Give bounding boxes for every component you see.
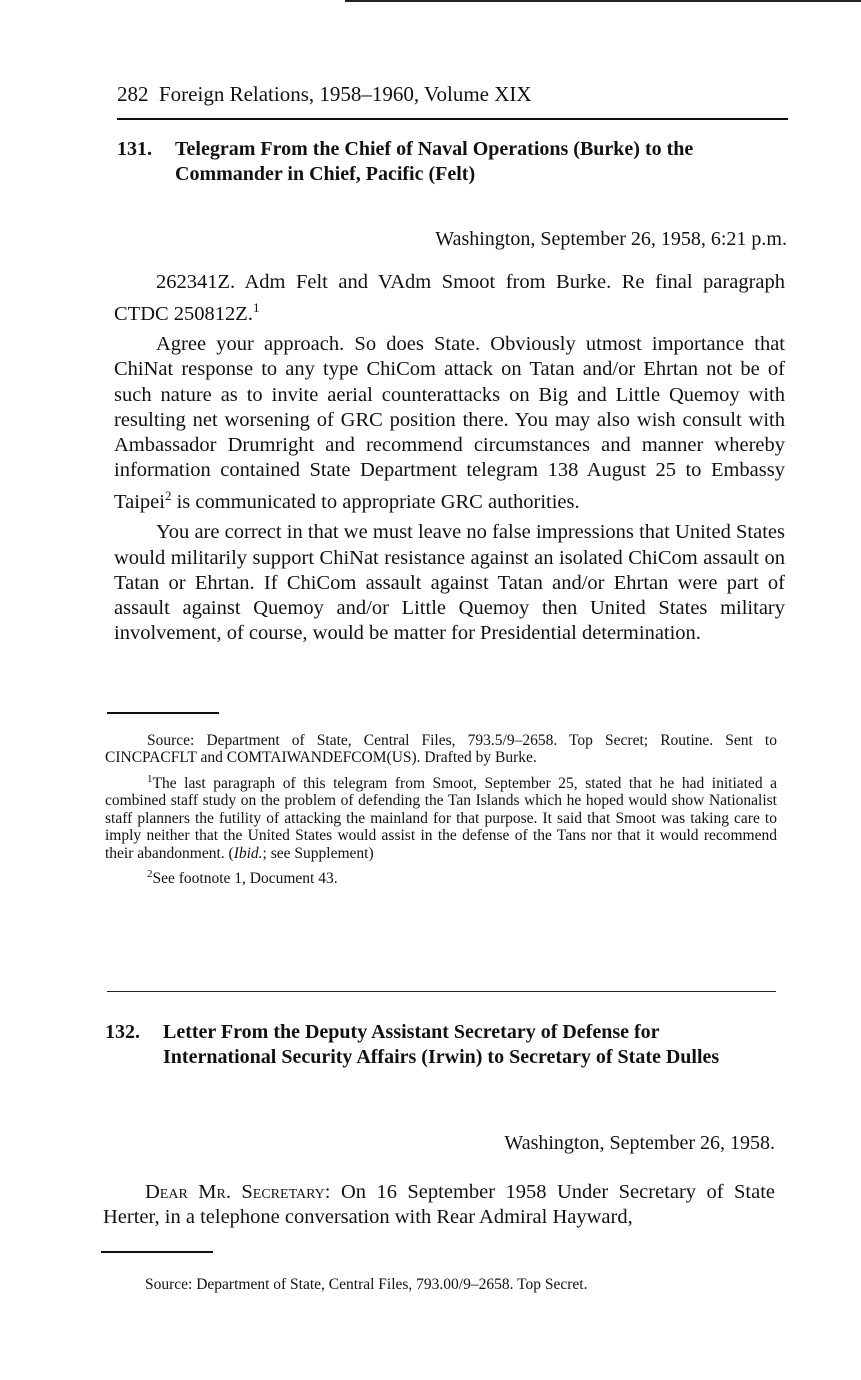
- footnote-ref: 1: [252, 300, 260, 316]
- document-separator: [107, 991, 776, 992]
- page-number: 282: [117, 82, 149, 106]
- document-number: 131.: [117, 138, 152, 160]
- book-title: Foreign Relations, 1958–1960, Volume XIX: [159, 82, 532, 106]
- document-132-heading: [105, 1020, 777, 1070]
- footnote-2: $^2$See footnote 1, Document 43.: [147, 868, 338, 888]
- running-header: [117, 82, 787, 107]
- paragraph: Dear Mr. Secretary: On 16 September 1958 Under Secretary of State Herter, in a telephone conversation with Rear Admiral Hayward,: [103, 1181, 775, 1229]
- document-132-body: [103, 1180, 775, 1235]
- paragraph: Agree your approach. So does State. Obviously utmost importance that ChiNat response to any type ChiCom attack on Tatan and/or Ehrtan not be of such nature as to invite aerial counterattacks on Big and Little Quemoy with resulting net worsening of GRC position there. You may also wish consult with Ambassador Drumright and recommend circumstances and manner whereby information contained State Department telegram 138 August 25 to Embassy Taipei$^2$ is communicated to appropriate GRC authorities.: [114, 333, 785, 514]
- salutation: Dear Mr. Secretary:: [145, 1181, 331, 1203]
- source-note: Source: Department of State, Central Files, 793.5/9–2658. Top Secret; Routine. Sent to CINCPACFLT and COMTAIWANDEFCOM(US). Drafted by Burke.: [105, 732, 777, 767]
- document-132-footnotes: [103, 1276, 775, 1297]
- footnote-1: $^1$The last paragraph of this telegram from Smoot, September 25, stated that he had initiated a combined staff study on the problem of defending the Tan Islands which he hoped would show Nationalist staff planners the futility of attacking the mainland for that purpose. It said that Smoot was taking care to imply neither that the United States would assist in the defense of the Tans nor that it would recommend their abandonment. (Ibid.; see Supplement): [105, 772, 777, 862]
- document-title: Letter From the Deputy Assistant Secretary of Defense for International Security Affairs (Irwin) to Secretary of State Dulles: [163, 1021, 720, 1068]
- scan-top-edge-line: [345, 0, 861, 2]
- paragraph: You are correct in that we must leave no false impressions that United States would militarily support ChiNat resistance against an isolated ChiCom assault on Tatan or Ehrtan. If ChiCom assault against Tatan and/or Ehrtan were part of assault against Quemoy and/or Little Quemoy then United States military involvement, of course, would be matter for Presidential determination.: [114, 521, 785, 645]
- document-131-footnotes: [105, 732, 777, 892]
- document-131-dateline: Washington, September 26, 1958, 6:21 p.m.: [435, 228, 787, 250]
- document-131-heading: [117, 137, 787, 187]
- document-number: 132.: [105, 1021, 140, 1043]
- document-132-dateline: Washington, September 26, 1958.: [504, 1132, 775, 1154]
- source-note: Source: Department of State, Central Files, 793.00/9–2658. Top Secret.: [145, 1276, 588, 1293]
- footnote-rule: [101, 1251, 213, 1253]
- header-rule: [117, 118, 788, 120]
- footnote-rule: [107, 712, 219, 714]
- paragraph: 262341Z. Adm Felt and VAdm Smoot from Burke. Re final paragraph CTDC 250812Z.$^1$: [114, 271, 785, 326]
- document-131-body: [114, 270, 785, 652]
- document-title: Telegram From the Chief of Naval Operations (Burke) to the Commander in Chief, Pacific (Felt): [175, 138, 694, 185]
- footnote-ref: 2: [164, 488, 172, 504]
